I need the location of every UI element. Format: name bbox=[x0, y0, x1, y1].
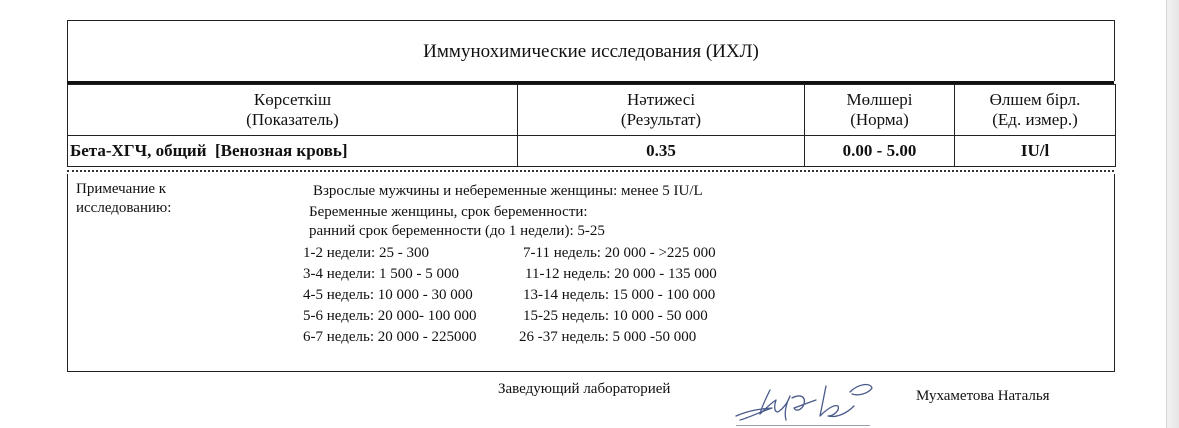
column-header-norm: Мөлшері (Норма) bbox=[805, 85, 955, 136]
page-title: Иммунохимические исследования (ИХЛ) bbox=[423, 41, 759, 62]
indicator-cell: Бета-ХГЧ, общий [Венозная кровь] bbox=[68, 136, 518, 167]
norm-cell: 0.00 - 5.00 bbox=[805, 136, 955, 167]
week-range-item: 13-14 недель: 15 000 - 100 000 bbox=[523, 287, 716, 303]
results-table bbox=[67, 84, 1116, 167]
week-range-item: 7-11 недель: 20 000 - >225 000 bbox=[523, 245, 716, 261]
note-line: ранний срок беременности (до 1 недели): 5-25 bbox=[309, 223, 605, 239]
column-header-result: Нәтижесі (Результат) bbox=[518, 85, 805, 136]
week-range-item: 5-6 недель: 20 000- 100 000 bbox=[303, 308, 477, 324]
table-header-row bbox=[68, 85, 1116, 136]
lab-head-title: Заведующий лабораторией bbox=[498, 381, 671, 397]
note-line: Беременные женщины, срок беременности: bbox=[309, 204, 588, 220]
column-header-indicator: Көрсеткіш (Показатель) bbox=[68, 85, 518, 136]
title-box bbox=[67, 20, 1115, 81]
dotted-divider bbox=[67, 170, 1114, 172]
unit-cell: IU/l bbox=[955, 136, 1116, 167]
signature-line bbox=[736, 425, 870, 426]
column-header-unit: Өлшем бірл. (Ед. измер.) bbox=[955, 85, 1116, 136]
page-edge bbox=[1166, 0, 1179, 428]
note-line: Взрослые мужчины и небеременные женщины: менее 5 IU/L bbox=[313, 183, 703, 199]
week-range-item: 15-25 недель: 10 000 - 50 000 bbox=[523, 308, 708, 324]
week-range-item: 11-12 недель: 20 000 - 135 000 bbox=[525, 266, 717, 282]
week-range-item: 1-2 недели: 25 - 300 bbox=[303, 245, 429, 261]
table-row bbox=[68, 136, 1116, 167]
week-range-item: 6-7 недель: 20 000 - 225000 bbox=[303, 329, 477, 345]
lab-head-name: Мухаметова Наталья bbox=[916, 388, 1050, 404]
result-cell: 0.35 bbox=[518, 136, 805, 167]
signature-icon bbox=[730, 376, 880, 428]
note-box bbox=[67, 174, 1115, 372]
note-label: Примечание к исследованию: bbox=[76, 181, 172, 216]
week-range-item: 26 -37 недель: 5 000 -50 000 bbox=[519, 329, 697, 345]
week-range-item: 4-5 недель: 10 000 - 30 000 bbox=[303, 287, 473, 303]
week-range-item: 3-4 недели: 1 500 - 5 000 bbox=[303, 266, 459, 282]
